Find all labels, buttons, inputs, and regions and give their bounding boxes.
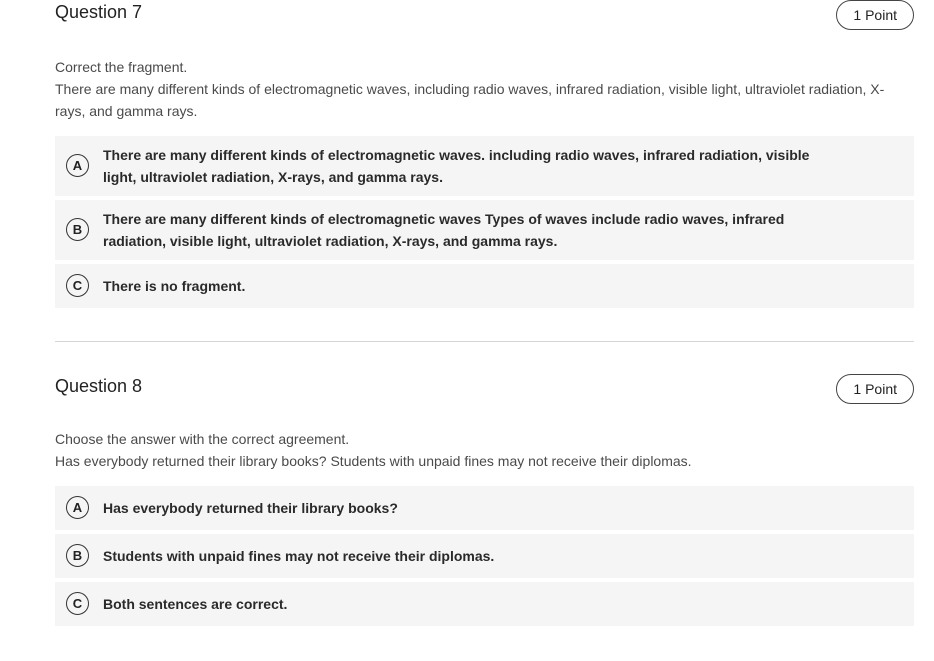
answer-option-a[interactable] — [55, 136, 914, 196]
question-title: Question 8 — [55, 376, 143, 396]
points-badge[interactable]: 1 Point — [836, 374, 914, 404]
question-divider — [55, 341, 914, 342]
question-header — [55, 0, 914, 32]
option-text: There is no fragment. — [103, 278, 246, 294]
answer-option-b[interactable] — [55, 534, 914, 578]
question-title: Question 7 — [55, 2, 143, 22]
question-sentence: There are many different kinds of electromagnetic waves, including radio waves, infrared radiation, visible light, ultraviolet radiation, X-rays, and gamma rays. — [55, 81, 885, 119]
points-badge[interactable]: 1 Point — [836, 0, 914, 30]
answer-option-b[interactable] — [55, 200, 914, 260]
question-instruction: Choose the answer with the correct agreement. — [55, 431, 350, 447]
question-sentence: Has everybody returned their library books? Students with unpaid fines may not receive their diplomas. — [55, 453, 692, 469]
option-letter-badge: B — [66, 218, 89, 241]
question-header — [55, 374, 914, 406]
question-8 — [55, 374, 914, 630]
answer-choices — [55, 486, 914, 626]
option-letter-badge: C — [66, 592, 89, 615]
question-instruction: Correct the fragment. — [55, 59, 188, 75]
question-7 — [55, 0, 914, 312]
answer-option-c[interactable] — [55, 264, 914, 308]
answer-option-c[interactable] — [55, 582, 914, 626]
option-text: There are many different kinds of electromagnetic waves. including radio waves, infrared radiation, visible light, ultraviolet radiation, X-rays, and gamma rays. — [103, 147, 810, 185]
option-text: Students with unpaid fines may not receive their diplomas. — [103, 548, 495, 564]
option-text: Both sentences are correct. — [103, 596, 288, 612]
option-letter-badge: A — [66, 154, 89, 177]
option-text: There are many different kinds of electromagnetic waves Types of waves include radio waves, infrared radiation, visible light, ultraviolet radiation, X-rays, and gamma rays. — [103, 211, 785, 249]
option-text: Has everybody returned their library books? — [103, 500, 398, 516]
option-letter-badge: B — [66, 544, 89, 567]
option-letter-badge: C — [66, 274, 89, 297]
option-letter-badge: A — [66, 496, 89, 519]
answer-option-a[interactable] — [55, 486, 914, 530]
answer-choices — [55, 136, 914, 308]
